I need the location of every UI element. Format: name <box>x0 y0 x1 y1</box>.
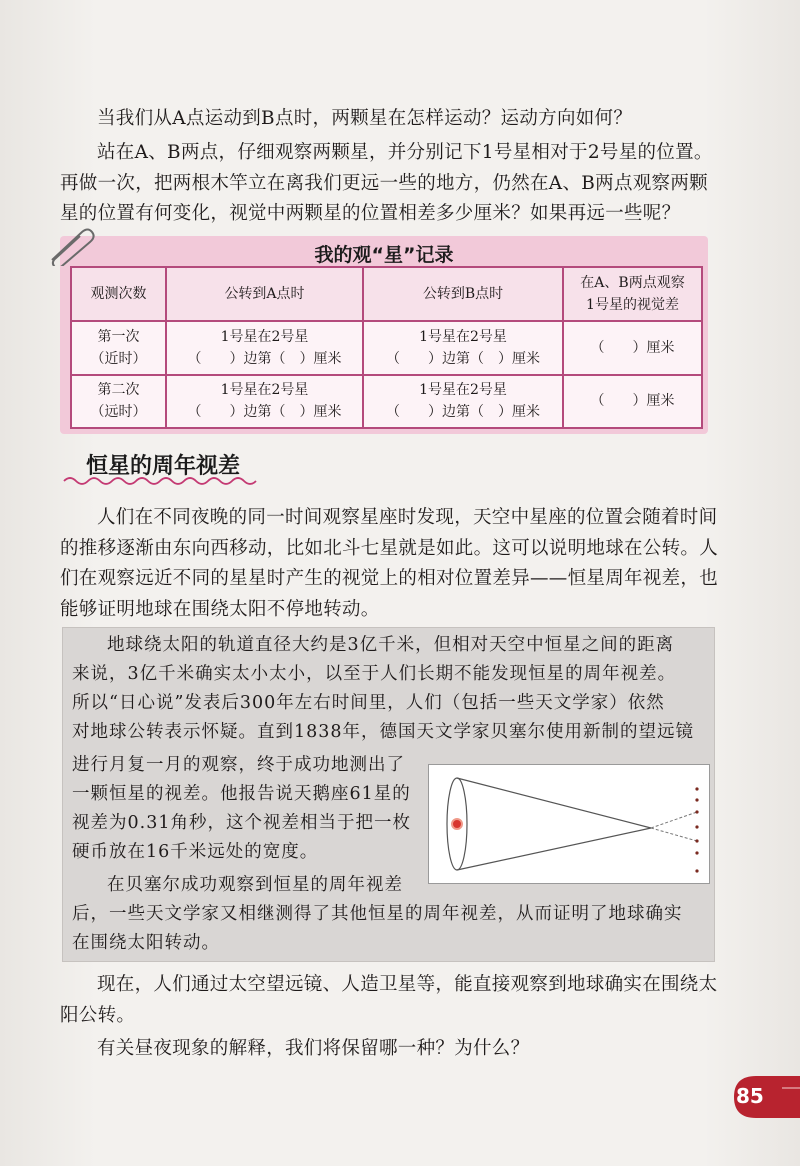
row-label-line2: （近时） <box>90 350 147 367</box>
star-dot <box>695 798 698 801</box>
cell-diff[interactable]: （ ）厘米 <box>563 375 702 429</box>
info-line: 在贝塞尔成功观察到恒星的周年视差 <box>107 875 403 895</box>
cell-a-line2: （ ）边第（ ）厘米 <box>187 404 342 421</box>
cell-b-line1: 1号星在2号星 <box>419 382 507 399</box>
cell-a[interactable] <box>166 375 363 429</box>
table-row <box>71 321 702 375</box>
section-heading: 恒星的周年视差 <box>86 454 241 479</box>
page-number: 85 <box>736 1084 764 1108</box>
info-line: 硬币放在16千米远处的宽度。 <box>72 842 319 862</box>
header-a: 公转到A点时 <box>166 267 363 321</box>
info-line: 后，一些天文学家又相继测得了其他恒星的周年视差，从而证明了地球确实 <box>72 904 683 924</box>
header-diff-line1: 在A、B两点观察 <box>580 275 685 291</box>
row-label <box>71 375 166 429</box>
info-line: 进行月复一月的观察，终于成功地测出了 <box>72 755 405 775</box>
cell-b[interactable] <box>363 375 563 429</box>
table-row <box>71 375 702 429</box>
parallax-diagram <box>428 764 710 884</box>
star-dot <box>695 810 698 813</box>
info-line: 对地球公转表示怀疑。直到1838年，德国天文学家贝塞尔使用新制的望远镜 <box>72 722 695 742</box>
closing-para-1: 现在，人们通过太空望远镜、人造卫星等，能直接观察到地球确实在围绕太阳公转。 <box>60 974 718 1026</box>
sightline-ext-bottom <box>651 828 697 841</box>
header-b: 公转到B点时 <box>363 267 563 321</box>
star-dot <box>695 825 698 828</box>
cell-a-line1: 1号星在2号星 <box>220 328 309 345</box>
cell-a[interactable] <box>166 321 363 375</box>
row-label-line1: 第一次 <box>97 328 140 345</box>
intro-instruction: 站在A、B两点，仔细观察两颗星，并分别记下1号星相对于2号星的位置。再做一次，把两根木竿立在离我们更远一些的地方，仍然在A、B两点观察两颗星的位置有何变化，视觉中两颗星的位置相差多少厘米？如果再远一些呢？ <box>60 142 713 224</box>
cell-diff[interactable]: （ ）厘米 <box>563 321 702 375</box>
header-diff-line2: 1号星的视觉差 <box>586 297 679 313</box>
intro-question: 当我们从A点运动到B点时，两颗星在怎样运动？运动方向如何？ <box>97 108 633 129</box>
sightline-top <box>457 778 651 828</box>
row-label-line2: （远时） <box>90 404 147 421</box>
star-dot <box>695 851 698 854</box>
cell-a-line2: （ ）边第（ ）厘米 <box>187 350 342 367</box>
star-dot <box>695 839 698 842</box>
cell-b-line2: （ ）边第（ ）厘米 <box>386 350 540 367</box>
sightline-bottom <box>457 828 651 870</box>
row-label-line1: 第二次 <box>97 382 140 399</box>
info-line: 来说，3亿千米确实太小太小，以至于人们长期不能发现恒星的周年视差。 <box>72 664 677 684</box>
info-line: 地球绕太阳的轨道直径大约是3亿千米，但相对天空中恒星之间的距离 <box>107 635 675 655</box>
record-title: 我的观“星”记录 <box>314 244 454 266</box>
wavy-underline <box>62 474 262 488</box>
record-table <box>70 266 703 429</box>
cell-b-line2: （ ）边第（ ）厘米 <box>386 404 540 421</box>
sun-icon <box>452 819 462 829</box>
paperclip-icon <box>46 226 98 266</box>
closing-para-2: 有关昼夜现象的解释，我们将保留哪一种？为什么？ <box>97 1038 530 1059</box>
info-line: 视差为0.31角秒，这个视差相当于把一枚 <box>72 813 411 833</box>
cell-b-line1: 1号星在2号星 <box>419 328 507 345</box>
info-line: 在围绕太阳转动。 <box>72 933 220 953</box>
header-diff <box>563 267 702 321</box>
cell-a-line1: 1号星在2号星 <box>220 382 309 399</box>
star-dot <box>695 787 698 790</box>
info-line: 所以“日心说”发表后300年左右时间里，人们（包括一些天文学家）依然 <box>72 693 665 713</box>
cell-b[interactable] <box>363 321 563 375</box>
row-label <box>71 321 166 375</box>
star-dot <box>695 869 698 872</box>
header-count: 观测次数 <box>71 267 166 321</box>
section-body: 人们在不同夜晚的同一时间观察星座时发现，天空中星座的位置会随着时间的推移逐渐由东向西移动，比如北斗七星就是如此。这可以说明地球在公转。人们在观察远近不同的星星时产生的视觉上的相对位置差异——恒星周年视差，也能够证明地球在围绕太阳不停地转动。 <box>60 507 719 620</box>
sightline-ext-top <box>651 812 697 828</box>
info-line: 一颗恒星的视差。他报告说天鹅座61星的 <box>72 784 411 804</box>
